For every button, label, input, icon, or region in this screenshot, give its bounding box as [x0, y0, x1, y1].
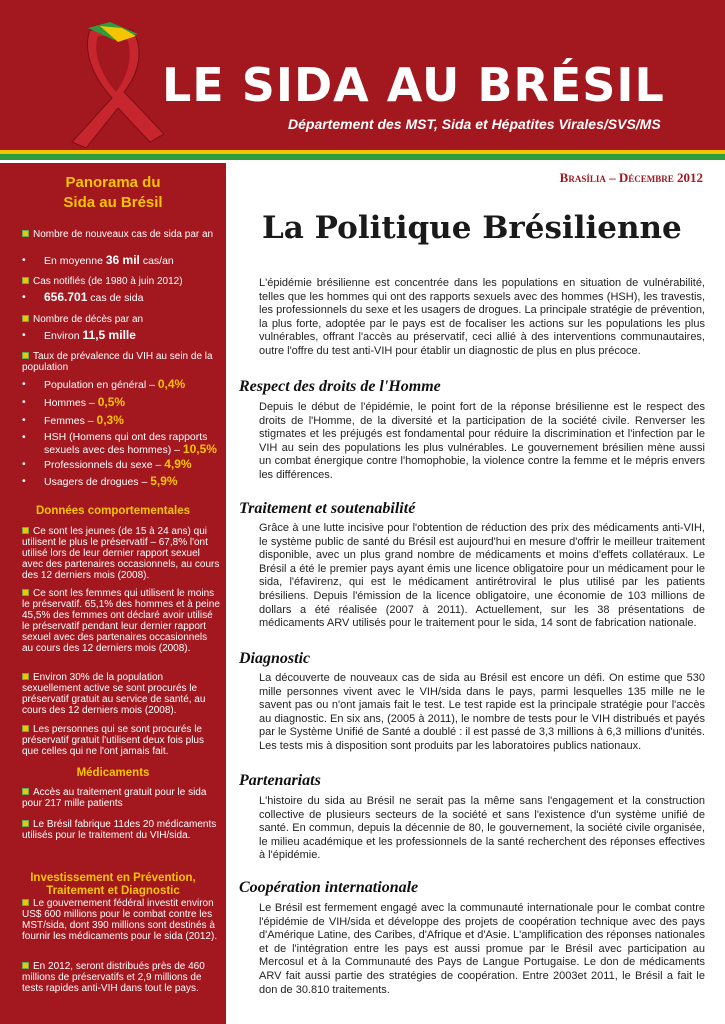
section-heading: Respect des droits de l'Homme	[239, 378, 441, 395]
sidebar-title-line2: Sida au Brésil	[63, 194, 163, 211]
square-bullet-icon	[22, 788, 29, 795]
square-bullet-icon	[22, 820, 29, 827]
square-bullet-icon	[22, 725, 29, 732]
behavior-item: Ce sont les jeunes (de 15 à 24 ans) qui utilisent le plus le préservatif – 67,8% l'ont utilisé lors de leur dernier rapport sexuel avec des partenaires occasionnels, au cours des 12 derniers mois (2008).	[22, 526, 220, 581]
stat-label: Cas notifiés (de 1980 à juin 2012)	[22, 276, 220, 287]
section-body: Grâce à une lutte incisive pour l'obtention de réduction des prix des médicaments anti-VIH, le système public de santé du Brésil est aujourd'hui en mesure d'offrir le meilleur traitement disponible, avec un plus grand nombre de médicaments et moins d'effets collatéraux. Le Brésil a été le premier pays ayant émis une licence obligatoire pour un médicament pour le sida, l'éfavirenz, qui est le médicament antirétroviral le plus utilisé par les patients brésiliens. Depuis l'émission de la licence obligatoire, une économie de 103 millions de dollars a été réalisée (2007 à 2011). Actuellement, sur les 38 présentations de médicaments ARV utilisés pour le traitement pour le sida, 14 sont de fabrication nationale.	[259, 522, 705, 630]
behavior-item: Environ 30% de la population sexuellement active se sont procurés le préservatif gratuit au service de santé, au cours des 12 derniers mois (2008).	[22, 672, 206, 716]
drugs-heading: Médicaments	[76, 767, 150, 779]
square-bullet-icon	[22, 277, 29, 284]
behavior-item: Ce sont les femmes qui utilisent le moins le préservatif. 65,1% des hommes et à peine 45,5% des femmes ont déclaré avoir utilisé le préservatif pendant leur dernier rapport sexuel avec des partenaires occasionnels au cours des 12 derniers mois (2008).	[22, 588, 220, 654]
square-bullet-icon	[22, 962, 29, 969]
behavior-item: Les personnes qui se sont procurés le préservatif gratuit l'utilisent deux fois plus que celles qui ne l'ont jamais fait.	[22, 724, 204, 757]
square-bullet-icon	[22, 230, 29, 237]
section-body: La découverte de nouveaux cas de sida au Brésil est encore un défi. On estime que 530 mille personnes vivent avec le VIH/sida dans le pays, parmi lesquelles 135 mille ne le savent pas ou n'ont jamais fait le test. Le test rapide est la principale stratégie pour l'accès au diagnostic. En six ans, (2005 à 2011), le nombre de tests pour le VIH distribués et payés par le Système Unifié de Santé a doublé : il est passé de 3,3 millions à 6,3 millions d'unités. Les tests mis à disposition sont produits par les laboratoires publics nationaux.	[259, 672, 705, 752]
invest-item: En 2012, seront distribués près de 460 millions de préservatifs et 2,9 millions de tests rapides anti-VIH dans tout le pays.	[22, 961, 205, 994]
square-bullet-icon	[22, 673, 29, 680]
intro-paragraph: L'épidémie brésilienne est concentrée dans les populations en situation de vulnérabilité, telles que les hommes qui ont des rapports sexuels avec des hommes (HSH), les travestis, les professionnels du sexe et les usagers de drogues. La principale stratégie de prévention, la plus forte, adoptée par le pays est de focaliser les actions sur les populations les plus vulnérables, offrant l'accès au préservatif, ceci allié à des interventions communautaires, outre l'offre du test anti-VIH pour établir un diagnostic de plus en plus précoce.	[259, 277, 705, 357]
publication-title: LE SIDA AU BRÉSIL	[162, 58, 665, 112]
drugs-item: Accès au traitement gratuit pour le sida pour 217 mille patients	[22, 787, 207, 809]
green-stripe	[0, 154, 725, 160]
square-bullet-icon	[22, 352, 29, 359]
section-body: Depuis le début de l'épidémie, le point fort de la réponse brésilienne est le respect des droits de l'Homme, de la diversité et la participation de la société civile. Renverser les stigmates et les préjugés est fondamental pour réduire la discrimination et l'infection par le VIH au sein des populations les plus vulnérables. Le gouvernement brésilien mène aussi un combat énergique contre l'homophobie, la violence contre la femme et le mépris envers les différences.	[259, 401, 705, 481]
section-heading: Diagnostic	[239, 650, 311, 667]
square-bullet-icon	[22, 527, 29, 534]
section-heading: Partenariats	[239, 772, 321, 789]
square-bullet-icon	[22, 315, 29, 322]
stat-label: Nombre de décès par an	[22, 314, 220, 325]
square-bullet-icon	[22, 899, 29, 906]
section-body: Le Brésil est fermement engagé avec la communauté internationale pour le combat contre l'épidémie de VIH/sida et développe des projets de coopération technique avec des pays d'Amérique Latine, des Caribes, d'Afrique et d'Asie. L'amplification des réponses nationales et de l'intégration entre les pays est aussi promue par le Brésil avec participation au Mercosul et à la Communauté des Pays de Langue Portugaise. Le don de médicaments ARV fait aussi partie des stratégies de coopération. Entre 2003et 2011, le Brésil a fait le don de 30.810 traitements.	[259, 902, 705, 996]
sidebar-title-line1: Panorama du	[65, 174, 161, 191]
header-banner	[0, 0, 725, 150]
section-heading: Coopération internationale	[239, 879, 419, 896]
section-body: L'histoire du sida au Brésil ne serait pas la même sans l'engagement et la construction collective de plusieurs secteurs de la société et sans l'existence d'un système unifié de santé. En commun, depuis la décennie de 80, le gouvernement, la société civile organisée, le milieu académique et les professionnels de la santé recherchent des réponses effectives à l'épidémie.	[259, 795, 705, 862]
invest-item: Le gouvernement fédéral investit environ US$ 600 millions pour le combat contre les MST/sida, dont 390 millions sont destinés à fournir les médicaments pour le sida (2012).	[22, 898, 218, 942]
invest-heading-line2: Traitement et Diagnostic	[46, 885, 180, 897]
drugs-item: Le Brésil fabrique 11des 20 médicaments utilisés pour le traitement du VIH/sida.	[22, 819, 217, 841]
issue-date: Brasília – Décembre 2012	[559, 170, 703, 185]
stat-label: Nombre de nouveaux cas de sida par an	[22, 229, 220, 240]
behavior-heading: Données comportementales	[35, 505, 190, 517]
square-bullet-icon	[22, 589, 29, 596]
article-title: La Politique Brésilienne	[262, 210, 682, 246]
red-ribbon-logo	[52, 22, 172, 148]
sidebar-panorama: Panorama du Sida au Brésil Nombre de nouveaux cas de sida par an • En moyenne 36 mil cas/an Cas notifiés (de 1980 à juin 2012) • 656.701 cas de sida Nombre de décès par an • Environ 11,5 mille Taux de prévalence du VIH au sein de la population • Population en général – 0,4% • Hommes – 0,5% • Femmes – 0,3% • HSH (Homens qui ont des rapports sexuels avec des hommes) – 10,5% • Professionnels du sexe – 4,9% • Usagers de drogues – 5,9% Données comportementales Ce sont les jeunes (de 15 à 24 ans) qui utilisent le plus le préservatif – 67,8% l'ont utilisé lors de leur dernier rapport sexuel avec des partenaires occasionnels, au cours des 12 derniers mois (2008). Ce sont les femmes qui utilisent le moins le préservatif. 65,1% des hommes et à peine 45,5% des femmes ont déclaré avoir utilisé le préservatif pendant leur dernier rapport sexuel avec des partenaires occasionnels au cours des 12 derniers mois (2008). Environ 30% de la population sexuellement active se sont procurés le préservatif gratuit au service de santé, au cours des 12 derniers mois (2008). Les personnes qui se sont procurés le préservatif gratuit l'utilisent deux fois plus que celles qui ne l'ont jamais fait. Médicaments Accès au traitement gratuit pour le sida pour 217 mille patients Le Brésil fabrique 11des 20 médicaments utilisés pour le traitement du VIH/sida. Investissement en Prévention, Traitement et Diagnostic Le gouvernement fédéral investit environ US$ 600 millions pour le combat contre les MST/sida, dont 390 millions sont destinés à fournir les médicaments pour le sida (2012). En 2012, seront distribués près de 460 millions de préservatifs et 2,9 millions de tests rapides anti-VIH dans tout le pays.	[0, 163, 226, 1024]
prevalence-label: Taux de prévalence du VIH au sein de la population	[22, 351, 213, 373]
section-heading: Traitement et soutenabilité	[239, 500, 416, 517]
invest-heading-line1: Investissement en Prévention,	[30, 872, 196, 884]
department-subtitle: Département des MST, Sida et Hépatites Virales/SVS/MS	[288, 116, 661, 132]
